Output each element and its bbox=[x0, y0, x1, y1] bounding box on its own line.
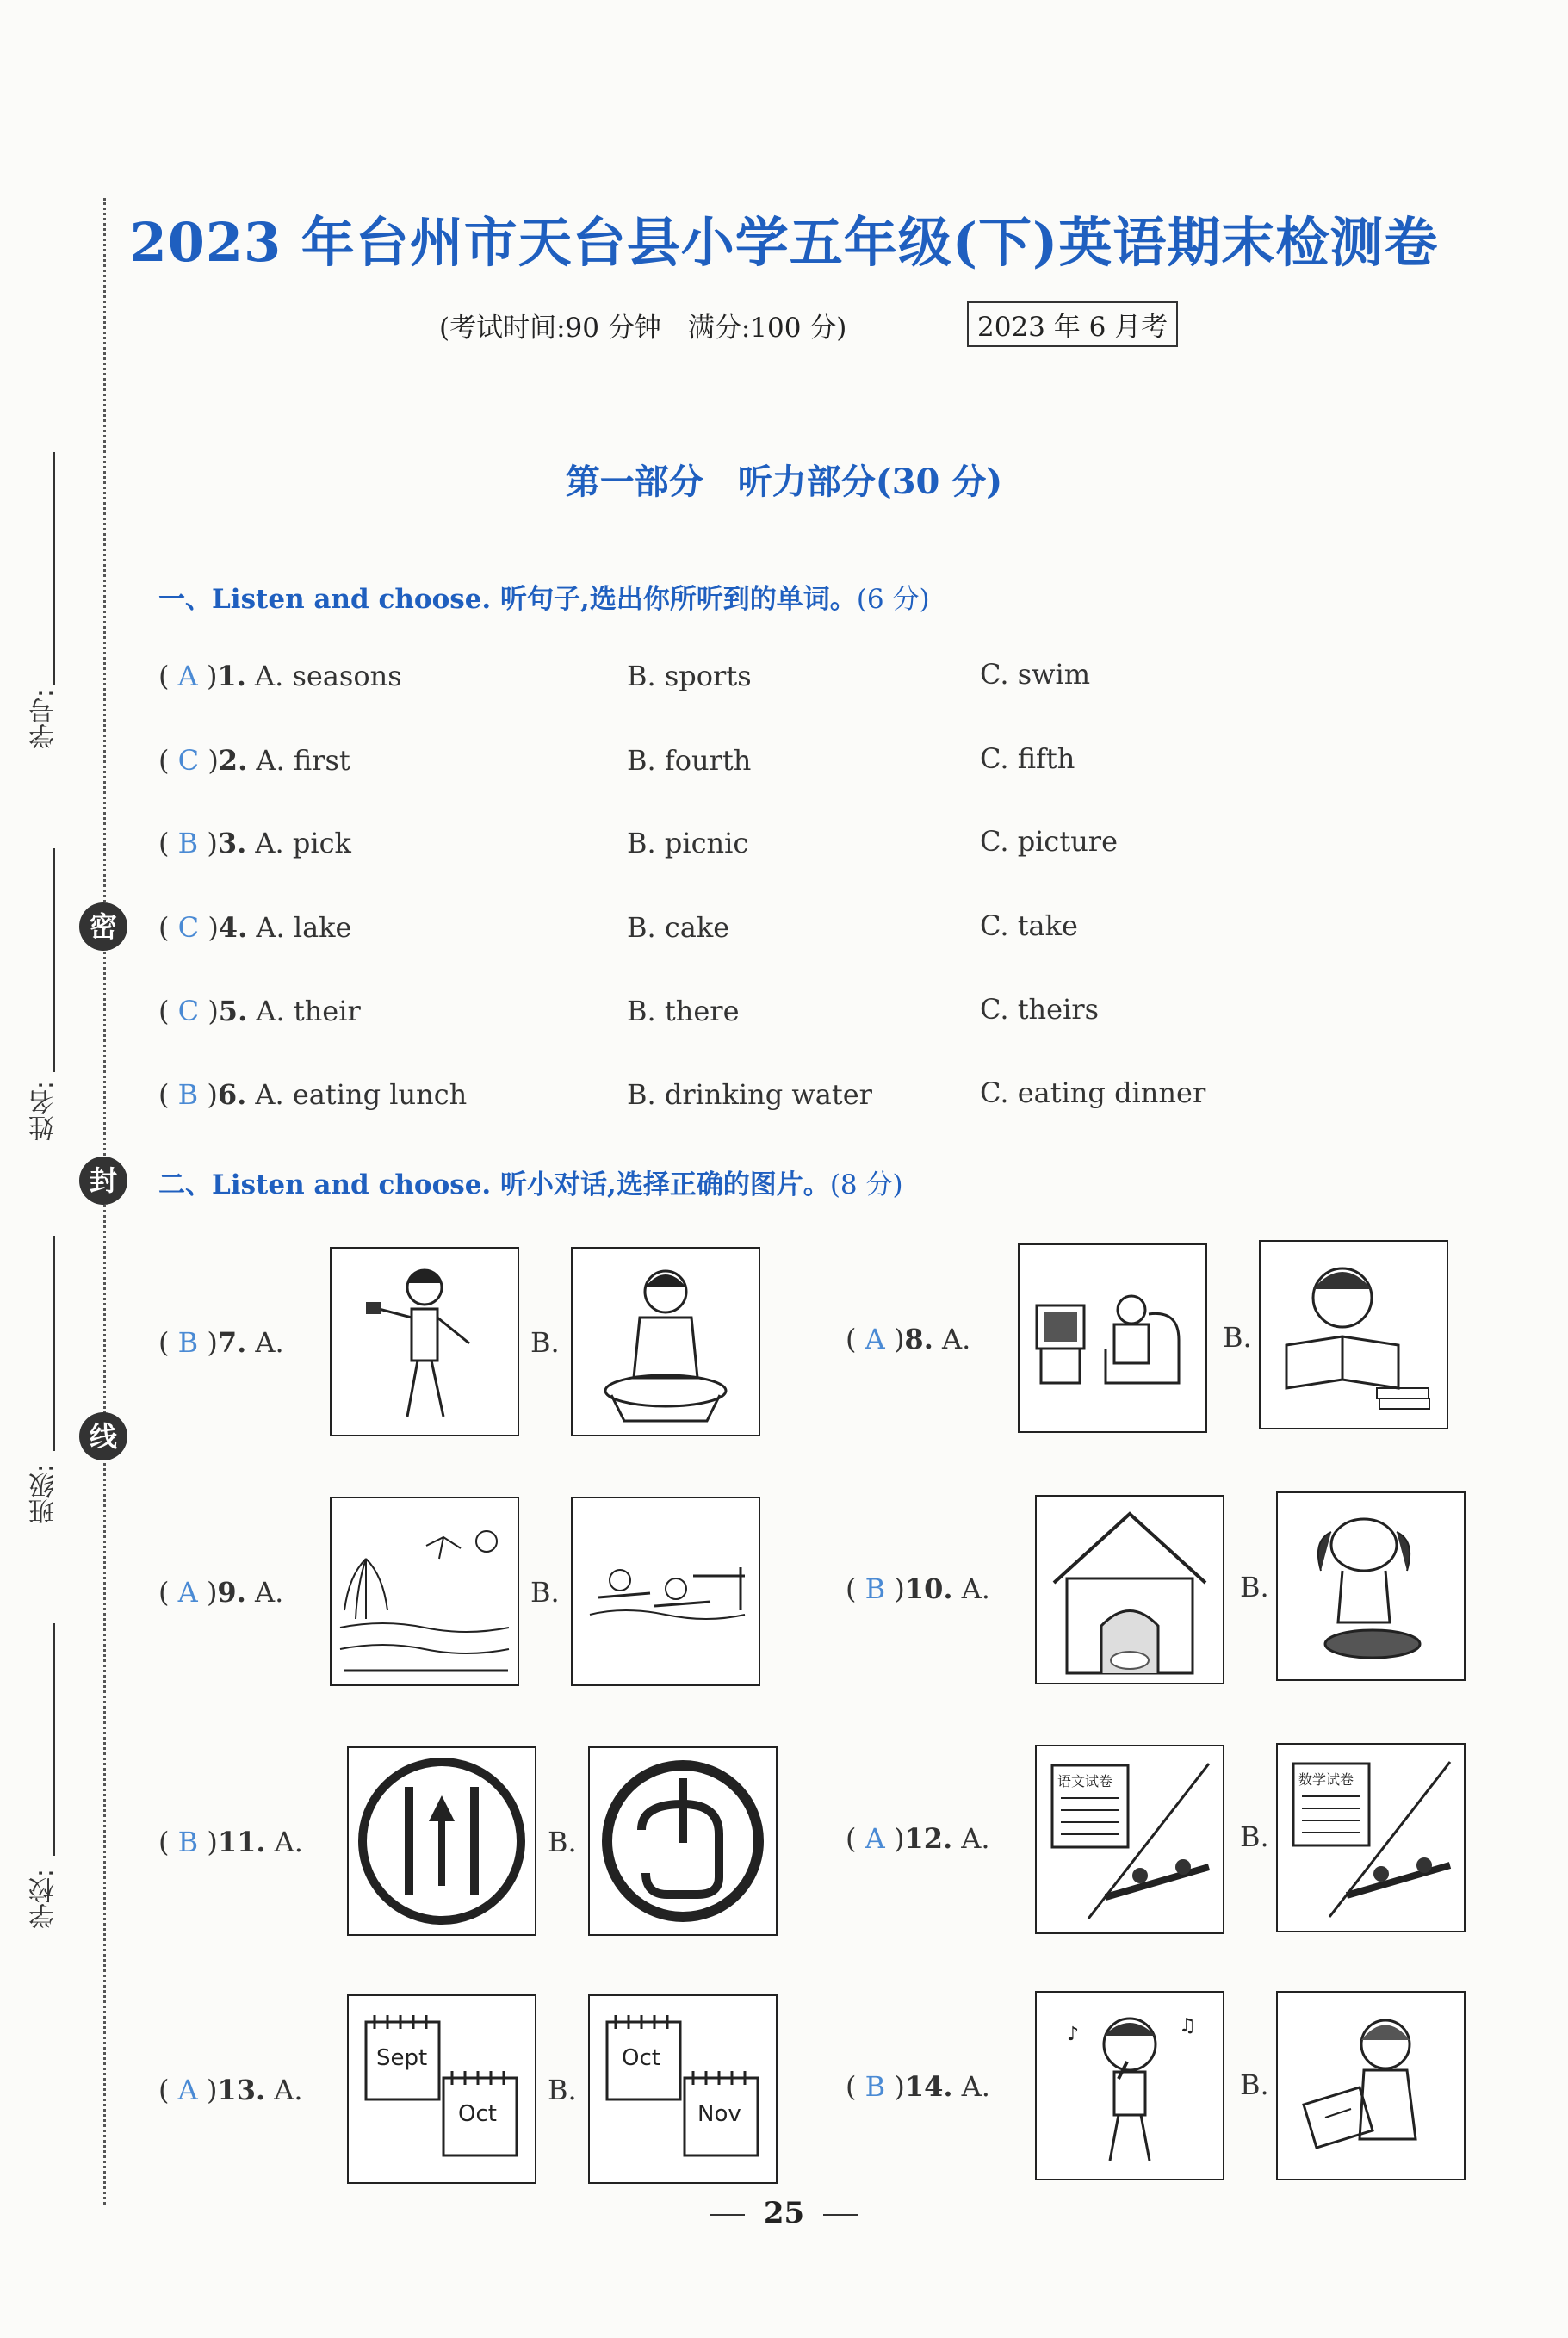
svg-text:♫: ♫ bbox=[1179, 2015, 1196, 2037]
math-paper-icon bbox=[1278, 1745, 1464, 1931]
oct-text-a: Oct bbox=[458, 2101, 497, 2127]
q12-picture-b bbox=[1276, 1743, 1466, 1932]
boy-singing-icon bbox=[1037, 1993, 1223, 2179]
part-title: 第一部分 听力部分(30 分) bbox=[565, 462, 1003, 502]
school-label: 学校: bbox=[29, 1869, 59, 1930]
q5-option-c: C. theirs bbox=[980, 993, 1100, 1026]
q12-label: ( A )12. A. bbox=[846, 1822, 990, 1855]
q2-row: ( C )2. A. first bbox=[158, 744, 350, 777]
nov-text: Nov bbox=[697, 2101, 741, 2127]
q3-row: ( B )3. A. pick bbox=[158, 827, 351, 859]
q6-row: ( B )6. A. eating lunch bbox=[158, 1078, 468, 1111]
seal-xian: 线 bbox=[79, 1412, 127, 1460]
page-number: 25 bbox=[0, 2196, 1568, 2230]
answer: C bbox=[177, 911, 200, 944]
name-label: 姓名: bbox=[29, 1081, 59, 1142]
q5-row: ( C )5. A. their bbox=[158, 995, 361, 1027]
q11-picture-b bbox=[588, 1746, 778, 1936]
q9-label: ( A )9. A. bbox=[158, 1576, 284, 1609]
q9-b-label: B. bbox=[530, 1576, 560, 1609]
calendar-oct-nov-icon bbox=[590, 1996, 776, 2182]
seal-mi: 密 bbox=[79, 902, 127, 951]
option-a: A. their bbox=[256, 995, 361, 1027]
math-paper-text: 数学试卷 bbox=[1298, 1771, 1354, 1788]
option-a: A. pick bbox=[255, 827, 351, 859]
option-a: A. seasons bbox=[255, 660, 402, 692]
section1-points: (6 分) bbox=[856, 584, 930, 615]
q7-picture-b bbox=[571, 1247, 760, 1436]
question-number: 4. bbox=[218, 911, 248, 944]
boy-reading-icon bbox=[1261, 1242, 1447, 1428]
one-way-sign-icon bbox=[349, 1748, 535, 1934]
answer: B bbox=[177, 827, 199, 859]
children-swimming-icon bbox=[573, 1498, 759, 1684]
q1-row: ( A )1. A. seasons bbox=[158, 660, 402, 692]
section1-title: 一、Listen and choose. 听句子,选出你所听到的单词。 bbox=[158, 584, 857, 615]
section2-title: 二、Listen and choose. 听小对话,选择正确的图片。 bbox=[158, 1169, 830, 1200]
student-id-label: 学号: bbox=[29, 689, 59, 750]
child-drawing-icon bbox=[1278, 1993, 1464, 2179]
q4-option-c: C. take bbox=[980, 909, 1078, 942]
q7-b-label: B. bbox=[530, 1326, 560, 1359]
q1-option-b: B. sports bbox=[627, 660, 752, 692]
q6-option-c: C. eating dinner bbox=[980, 1076, 1206, 1109]
q8-label: ( A )8. A. bbox=[846, 1323, 971, 1355]
q8-picture-b bbox=[1259, 1240, 1448, 1429]
q14-picture-b bbox=[1276, 1991, 1466, 2180]
question-number: 5. bbox=[218, 995, 248, 1027]
chinese-paper-text: 语文试卷 bbox=[1057, 1773, 1113, 1789]
q1-option-c: C. swim bbox=[980, 658, 1091, 691]
exam-info: (考试时间:90 分钟 满分:100 分) bbox=[439, 313, 847, 344]
option-a: A. lake bbox=[256, 911, 352, 944]
q6-option-b: B. drinking water bbox=[627, 1078, 872, 1111]
q13-label: ( A )13. A. bbox=[158, 2074, 303, 2106]
option-a: A. eating lunch bbox=[255, 1078, 468, 1111]
class-rule bbox=[53, 1236, 55, 1451]
name-rule bbox=[53, 848, 55, 1072]
school-rule bbox=[53, 1623, 55, 1856]
dog-eating-icon bbox=[1278, 1493, 1464, 1679]
q10-picture-b bbox=[1276, 1491, 1466, 1681]
answer: A bbox=[177, 660, 198, 692]
q8-b-label: B. bbox=[1223, 1321, 1252, 1354]
q9-picture-b bbox=[571, 1497, 760, 1686]
q10-b-label: B. bbox=[1240, 1571, 1269, 1603]
q7-label: ( B )7. A. bbox=[158, 1326, 284, 1359]
q14-picture-a bbox=[1035, 1991, 1224, 2180]
question-number: 1. bbox=[217, 660, 246, 692]
q2-option-c: C. fifth bbox=[980, 742, 1075, 775]
question-number: 3. bbox=[217, 827, 247, 859]
sept-text: Sept bbox=[376, 2045, 428, 2071]
spring-scene-icon bbox=[332, 1498, 518, 1684]
q13-picture-b bbox=[588, 1994, 778, 2184]
question-number: 6. bbox=[217, 1078, 247, 1111]
chinese-paper-icon bbox=[1037, 1746, 1223, 1932]
q8-picture-a bbox=[1018, 1243, 1207, 1433]
girl-washing-icon bbox=[573, 1249, 759, 1435]
dog-house-icon bbox=[1037, 1497, 1223, 1683]
svg-text:♪: ♪ bbox=[1067, 2024, 1080, 2045]
q4-row: ( C )4. A. lake bbox=[158, 911, 352, 944]
class-label: 班级: bbox=[29, 1464, 59, 1525]
answer: C bbox=[177, 995, 200, 1027]
q13-picture-a bbox=[347, 1994, 536, 2184]
page-title: 2023 年台州市天台县小学五年级(下)英语期末检测卷 bbox=[129, 211, 1439, 274]
section1-heading bbox=[158, 577, 930, 616]
q3-option-c: C. picture bbox=[980, 825, 1119, 858]
question-number: 2. bbox=[218, 744, 248, 777]
q4-option-b: B. cake bbox=[627, 911, 730, 944]
q11-label: ( B )11. A. bbox=[158, 1826, 303, 1858]
woman-exercising-icon bbox=[332, 1249, 518, 1435]
q3-option-b: B. picnic bbox=[627, 827, 749, 859]
q11-b-label: B. bbox=[548, 1826, 577, 1858]
oct-text-b: Oct bbox=[622, 2045, 660, 2071]
q5-option-b: B. there bbox=[627, 995, 740, 1027]
boy-watching-tv-icon bbox=[1020, 1245, 1205, 1431]
q10-picture-a bbox=[1035, 1495, 1224, 1684]
answer: B bbox=[177, 1078, 199, 1111]
q14-b-label: B. bbox=[1240, 2068, 1269, 2101]
q13-b-label: B. bbox=[548, 2074, 577, 2106]
q12-b-label: B. bbox=[1240, 1820, 1269, 1853]
q14-label: ( B )14. A. bbox=[846, 2070, 990, 2103]
option-a: A. first bbox=[256, 744, 350, 777]
q10-label: ( B )10. A. bbox=[846, 1572, 990, 1605]
q7-picture-a bbox=[330, 1247, 519, 1436]
exam-date-box: 2023 年 6 月考 bbox=[967, 301, 1178, 347]
section2-heading bbox=[158, 1163, 903, 1201]
q11-picture-a bbox=[347, 1746, 536, 1936]
q9-picture-a bbox=[330, 1497, 519, 1686]
section2-points: (8 分) bbox=[829, 1169, 903, 1200]
calendar-sept-oct-icon bbox=[349, 1996, 535, 2182]
quiet-sign-icon bbox=[590, 1748, 776, 1934]
q12-picture-a bbox=[1035, 1745, 1224, 1934]
q2-option-b: B. fourth bbox=[627, 744, 752, 777]
seal-feng: 封 bbox=[79, 1157, 127, 1205]
answer: C bbox=[177, 744, 200, 777]
